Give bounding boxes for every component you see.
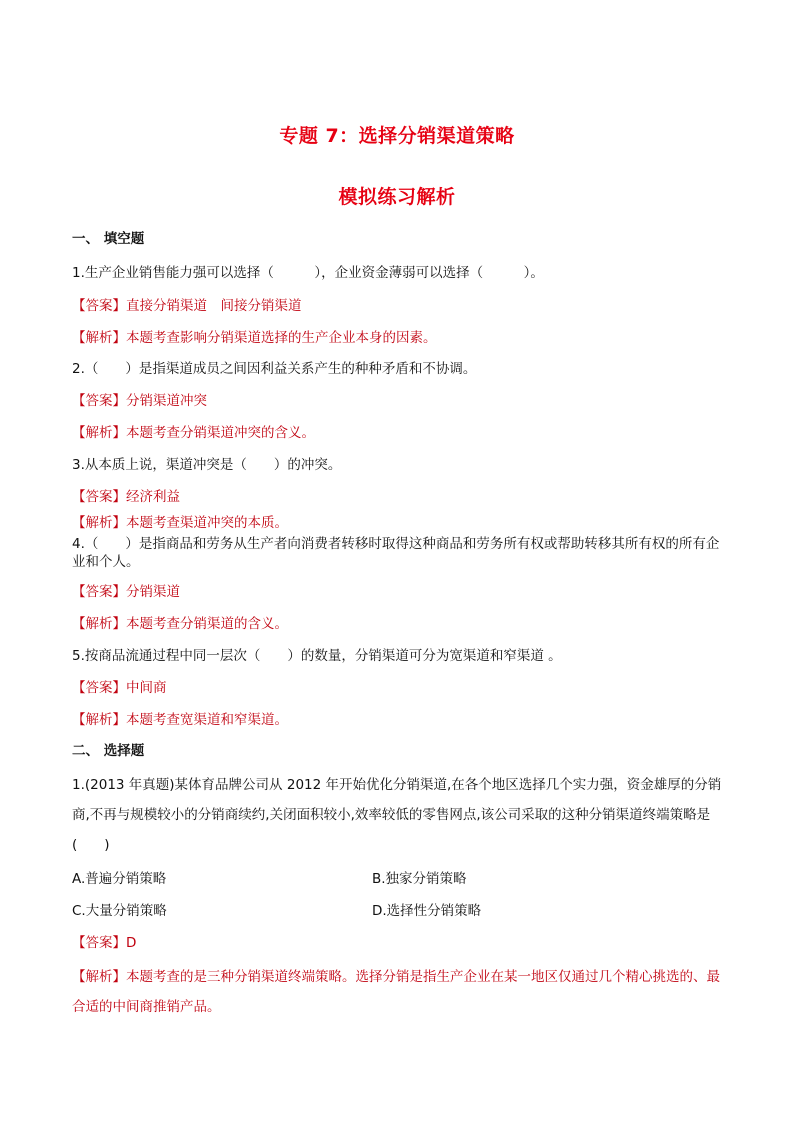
question-2: 2.（ ）是指渠道成员之间因利益关系产生的种种矛盾和不协调。 — [72, 361, 477, 377]
option-b: B.独家分销策略 — [372, 871, 467, 887]
answer-5: 【答案】中间商 — [72, 680, 167, 696]
section1-heading: 一、 填空题 — [72, 231, 145, 247]
analysis-2: 【解析】本题考查分销渠道冲突的含义。 — [72, 425, 315, 441]
analysis-5: 【解析】本题考查宽渠道和窄渠道。 — [72, 712, 288, 728]
analysis-3: 【解析】本题考查渠道冲突的本质。 — [72, 515, 288, 531]
choice-question-1: 1.(2013 年真题)某体育品牌公司从 2012 年开始优化分销渠道,在各个地区选择几个实力强，资金雄厚的分销商,不再与规模较小的分销商续约,关闭面积较小,效率较低的零售网点,该公司采取的这种分销渠道终端策略是( ) — [72, 777, 722, 853]
answer-2: 【答案】分销渠道冲突 — [72, 393, 207, 409]
option-d: D.选择性分销策略 — [372, 903, 482, 919]
question-1: 1.生产企业销售能力强可以选择（ ），企业资金薄弱可以选择（ ）。 — [72, 265, 544, 281]
question-4: 4.（ ）是指商品和劳务从生产者向消费者转移时取得这种商品和劳务所有权或帮助转移其所有权的所有企业和个人。 — [72, 536, 720, 570]
choice-analysis-1: 【解析】本题考查的是三种分销渠道终端策略。选择分销是指生产企业在某一地区仅通过几个精心挑选的、最合适的中间商推销产品。 — [72, 969, 720, 1015]
question-5: 5.按商品流通过程中同一层次（ ）的数量，分销渠道可分为宽渠道和窄渠道 。 — [72, 648, 562, 664]
analysis-1: 【解析】本题考查影响分销渠道选择的生产企业本身的因素。 — [72, 330, 437, 346]
answer-4: 【答案】分销渠道 — [72, 584, 180, 600]
answer-3: 【答案】经济利益 — [72, 489, 180, 505]
choice-answer-1: 【答案】D — [72, 935, 137, 951]
option-c: C.大量分销策略 — [72, 903, 167, 919]
option-a: A.普遍分销策略 — [72, 871, 167, 887]
answer-1: 【答案】直接分销渠道 间接分销渠道 — [72, 298, 302, 314]
document-title: 专题 7：选择分销渠道策略 — [279, 125, 515, 147]
question-3: 3.从本质上说，渠道冲突是（ ）的冲突。 — [72, 457, 342, 473]
document-subtitle: 模拟练习解析 — [338, 186, 456, 208]
analysis-4: 【解析】本题考查分销渠道的含义。 — [72, 616, 288, 632]
section2-heading: 二、 选择题 — [72, 743, 145, 759]
